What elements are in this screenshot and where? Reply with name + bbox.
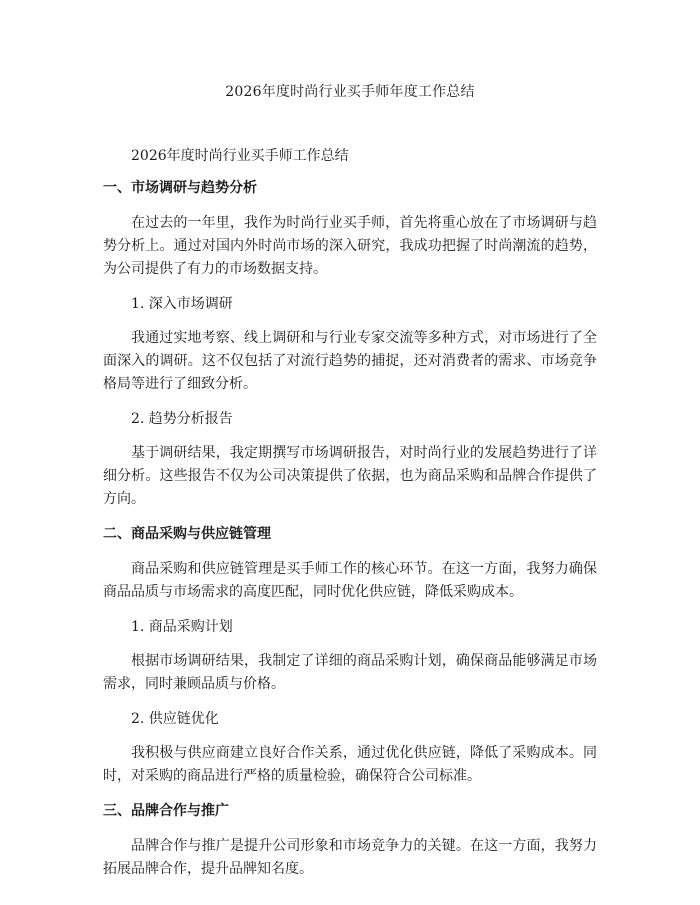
subsection-paragraph: 根据市场调研结果，我制定了详细的商品采购计划，确保商品能够满足市场需求，同时兼顾品质与价格。 — [103, 653, 597, 692]
section-intro-paragraph: 商品采购和供应链管理是买手师工作的核心环节。在这一方面，我努力确保商品品质与市场需求的高度匹配，同时优化供应链，降低采购成本。 — [103, 561, 597, 600]
document-body — [103, 146, 597, 894]
section-intro-paragraph: 在过去的一年里，我作为时尚行业买手师，首先将重心放在了市场调研与趋势分析上。通过对国内外时尚市场的深入研究，我成功把握了时尚潮流的趋势，为公司提供了有力的市场数据支持。 — [103, 215, 597, 277]
section-intro-paragraph: 品牌合作与推广是提升公司形象和市场竞争力的关键。在这一方面，我努力拓展品牌合作，提升品牌知名度。 — [103, 838, 597, 877]
section-heading-brand-partnership: 三、品牌合作与推广 — [103, 803, 229, 819]
document-subtitle: 2026年度时尚行业买手师工作总结 — [131, 148, 349, 164]
subsection-label: 2. 供应链优化 — [131, 711, 219, 727]
subsection-label: 1. 深入市场调研 — [131, 296, 233, 312]
section-heading-procurement: 二、商品采购与供应链管理 — [103, 526, 271, 542]
section-heading-market-research: 一、市场调研与趋势分析 — [103, 180, 257, 196]
subsection-paragraph: 基于调研结果，我定期撰写市场调研报告，对时尚行业的发展趋势进行了详细分析。这些报告不仅为公司决策提供了依据，也为商品采购和品牌合作提供了方向。 — [103, 445, 597, 507]
subsection-paragraph: 我通过实地考察、线上调研和与行业专家交流等多种方式，对市场进行了全面深入的调研。这不仅包括了对流行趋势的捕捉，还对消费者的需求、市场竞争格局等进行了细致分析。 — [103, 330, 597, 392]
subsection-label: 2. 趋势分析报告 — [131, 411, 233, 427]
subsection-paragraph: 我积极与供应商建立良好合作关系，通过优化供应链，降低了采购成本。同时，对采购的商品进行严格的质量检验，确保符合公司标准。 — [103, 745, 597, 784]
document-title: 2026年度时尚行业买手师年度工作总结 — [225, 84, 475, 100]
subsection-label: 1. 商品采购计划 — [131, 619, 233, 635]
